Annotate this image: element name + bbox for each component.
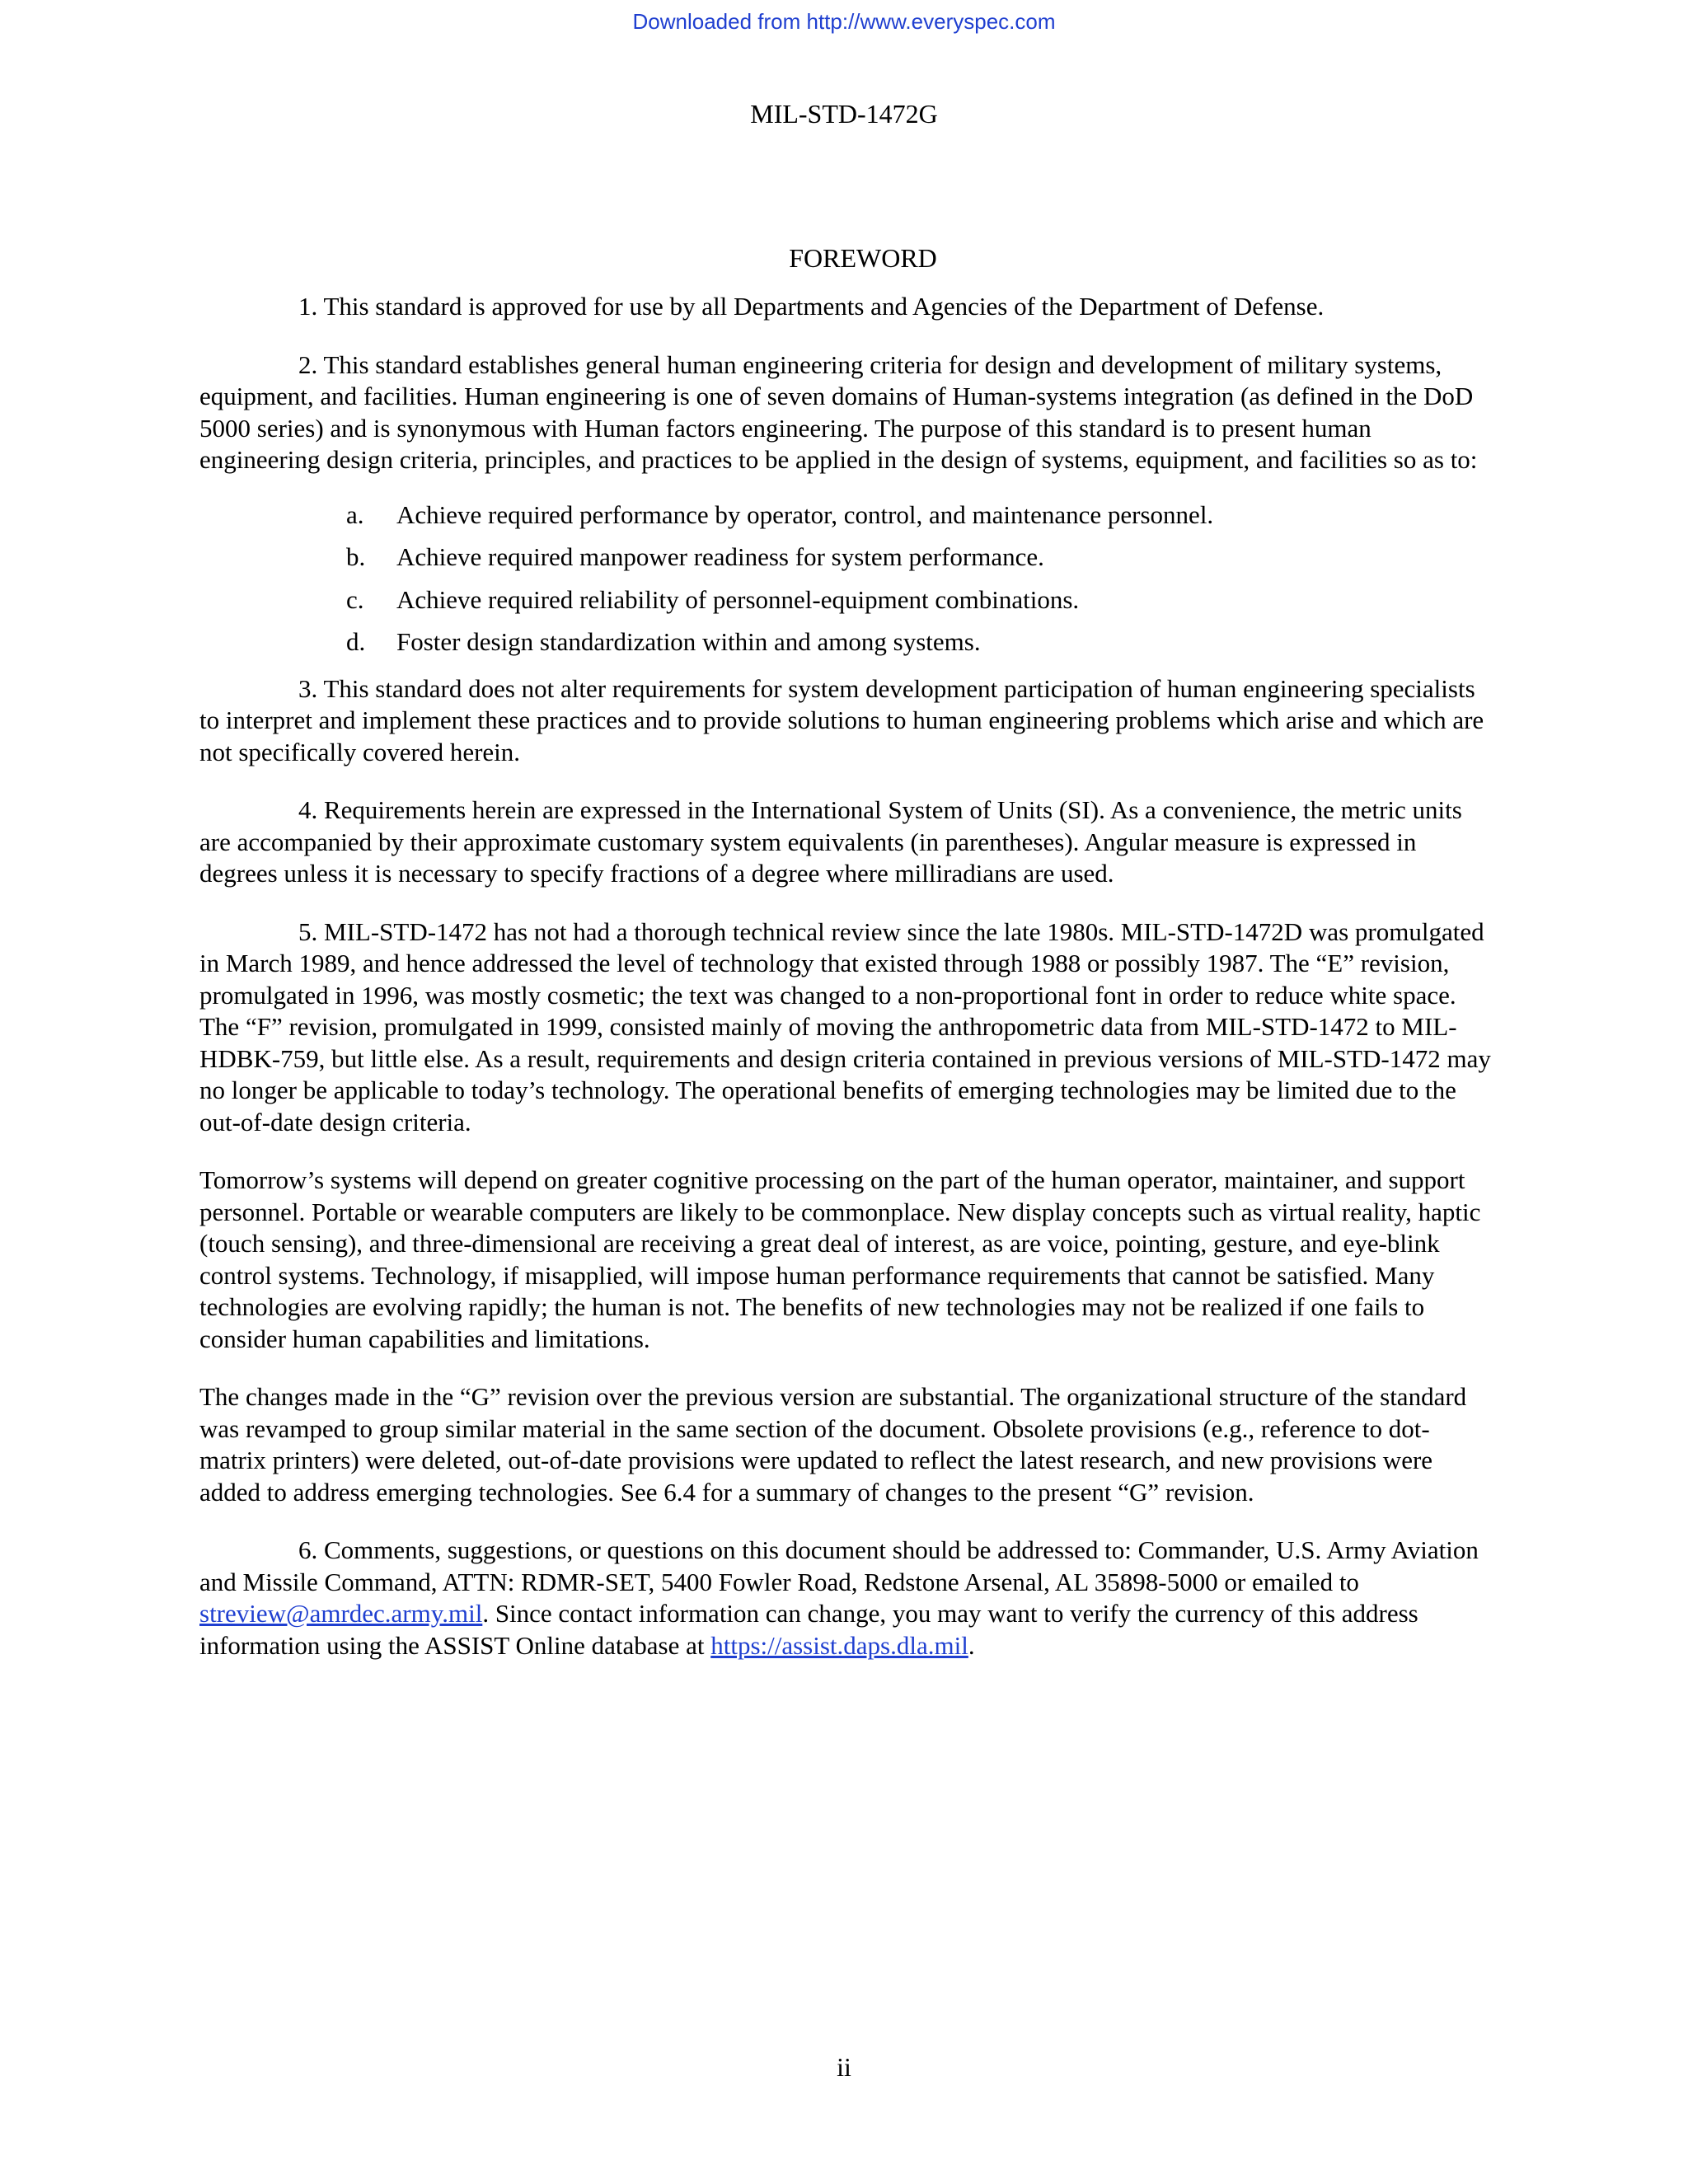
list-item-text: Foster design standardization within and among systems.: [396, 627, 981, 656]
foreword-body: [199, 241, 1493, 1688]
paragraph-5-continued: Tomorrow’s systems will depend on greater cognitive processing on the part of the human operator, maintainer, and support personnel. Portable or wearable computers are likely to be commonplace. New display concepts such as virtual reality, haptic (touch sensing), and three-dimensional are receiving a great deal of interest, as are voice, pointing, gesture, and eye-blink control systems. Technology, if misapplied, will impose human performance requirements that cannot be satisfied. Many technologies are evolving rapidly; the human is not. The benefits of new technologies may not be realized if one fails to consider human capabilities and limitations.: [199, 1165, 1481, 1353]
paragraph-4: 4. Requirements herein are expressed in the International System of Units (SI). As a convenience, the metric units are accompanied by their approximate customary system equivalents (in parentheses). Angular measure is expressed in degrees unless it is necessary to specify fractions of a degree where milliradians are used.: [199, 795, 1462, 888]
email-link[interactable]: streview@amrdec.army.mil: [199, 1599, 483, 1628]
list-item: [346, 499, 1493, 532]
page-edge-shade: [1492, 0, 1688, 2184]
list-item-text: Achieve required performance by operator, control, and maintenance personnel.: [396, 499, 1214, 529]
list-item-letter: c.: [346, 584, 364, 614]
paragraph-5: 5. MIL-STD-1472 has not had a thorough technical review since the late 1980s. MIL-STD-1472D was promulgated in March 1989, and hence addressed the level of technology that existed through 1988 or possibly 1987. The “E” revision, promulgated in 1996, was mostly cosmetic; the text was changed to a non-proportional font in order to reduce white space. The “F” revision, promulgated in 1999, consisted mainly of moving the anthropometric data from MIL-STD-1472 to MIL-HDBK-759, but little else. As a result, requirements and design criteria contained in previous versions of MIL-STD-1472 may no longer be applicable to today’s technology. The operational benefits of emerging technologies may be limited due to the out-of-date design criteria.: [199, 916, 1491, 1137]
paragraph-6-text-middle: . Since contact information can change, you may want to verify the currency of this address information using the ASSIST Online database at: [199, 1599, 1418, 1660]
paragraph-2: 2. This standard establishes general human engineering criteria for design and development of military systems, equipment, and facilities. Human engineering is one of seven domains of Human-systems integration (as defined in the DoD 5000 series) and is synonymous with Human factors engineering. The purpose of this standard is to present human engineering design criteria, principles, and practices to be applied in the design of systems, equipment, and facilities so as to:: [199, 349, 1478, 474]
document-id-header: MIL-STD-1472G: [750, 99, 938, 129]
paragraph-6: [199, 1535, 1493, 1661]
paragraph-3: 3. This standard does not alter requirements for system development participation of human engineering specialists to interpret and implement these practices and to provide solutions to human engineering problems which arise and which are not specifically covered herein.: [199, 673, 1484, 766]
assist-url-link[interactable]: https://assist.daps.dla.mil: [710, 1630, 968, 1660]
paragraph-6-text-start: 6. Comments, suggestions, or questions on this document should be addressed to: Commander, U.S. Army Aviation and Missile Command, ATTN: RDMR-SET, 5400 Fowler Road, Redstone Arsenal, AL 35898-5000 or emailed to: [199, 1535, 1479, 1596]
list-item: [346, 626, 1493, 658]
paragraph-1: 1. This standard is approved for use by all Departments and Agencies of the Department of Defense.: [298, 292, 1325, 321]
page-number: ii: [837, 2052, 851, 2082]
list-item: [346, 584, 1493, 616]
purpose-list: [346, 499, 1493, 658]
list-item-text: Achieve required reliability of personnel-equipment combinations.: [396, 584, 1080, 614]
download-watermark: Downloaded from http://www.everyspec.com: [632, 9, 1056, 34]
page-title: FOREWORD: [789, 243, 937, 273]
paragraph-5-changes: The changes made in the “G” revision over the previous version are substantial. The organizational structure of the standard was revamped to group similar material in the same section of the document. Obsolete provisions (e.g., reference to dot-matrix printers) were deleted, out-of-date provisions were updated to reflect the latest research, and new provisions were added to address emerging technologies. See 6.4 for a summary of changes to the present “G” revision.: [199, 1382, 1467, 1507]
list-item: [346, 541, 1493, 574]
paragraph-6-text-end: .: [968, 1630, 975, 1660]
list-item-letter: b.: [346, 542, 366, 571]
list-item-letter: d.: [346, 627, 366, 656]
list-item-text: Achieve required manpower readiness for system performance.: [396, 542, 1044, 571]
list-item-letter: a.: [346, 499, 364, 529]
